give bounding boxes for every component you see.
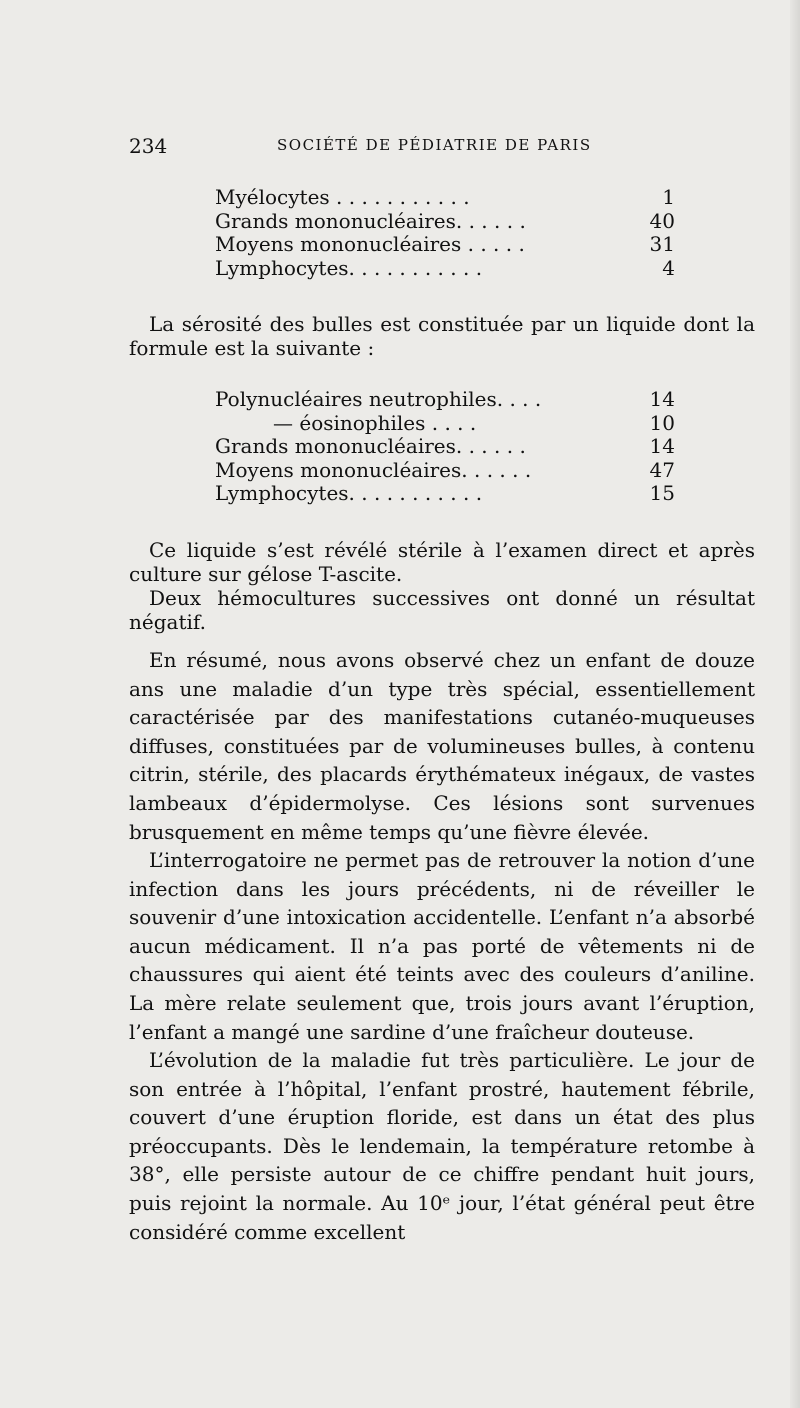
paragraph-sterile: Ce liquide s’est révélé stérile à l’examen direct et après culture sur gélose T-ascite. bbox=[129, 538, 755, 586]
table-row bbox=[215, 186, 675, 210]
table-row bbox=[215, 412, 675, 436]
row-label: Grands mononucléaires. . . . . . bbox=[215, 208, 526, 233]
paragraph-resume: En résumé, nous avons observé chez un enfant de douze ans une maladie d’un type très spécial, essentiellement caractérisée par des manifestations cutanéo-muqueuses diffuses, constituées par de volumineuses bulles, à contenu citrin, stérile, des placards érythémateux inégaux, de vastes lambeaux d’épidermolyse. Ces lésions sont survenues brusquement en même temps qu’une fièvre élevée. bbox=[129, 648, 755, 844]
table-row bbox=[215, 435, 675, 459]
table-row bbox=[215, 210, 675, 234]
row-label: Moyens mononucléaires . . . . . bbox=[215, 232, 525, 256]
paragraph-interrogatoire: L’interrogatoire ne permet pas de retrouver la notion d’une infection dans les jours précédents, ni de réveiller le souvenir d’une intoxication accidentelle. L’enfant n’a absorbé aucun médicament. Il n’a pas porté de vêtements ni de chaussures qui aient été teints avec des couleurs d’aniline. La mère relate seulement que, trois jours avant l’éruption, l’enfant a mangé une sardine d’une fraîcheur douteuse. bbox=[129, 848, 755, 1044]
page-edge bbox=[790, 0, 800, 1408]
row-label: Polynucléaires neutrophiles. . . . bbox=[215, 387, 542, 411]
table-row bbox=[215, 482, 675, 506]
paragraph-serosity: La sérosité des bulles est constituée par un liquide dont la formule est la suivante : bbox=[129, 312, 755, 360]
table-row bbox=[215, 257, 675, 281]
row-value: 4 bbox=[662, 255, 675, 280]
page-number: 234 bbox=[129, 134, 168, 158]
table-row bbox=[215, 388, 675, 412]
row-label: Moyens mononucléaires. . . . . . bbox=[215, 457, 532, 482]
row-value: 31 bbox=[649, 232, 675, 256]
row-value: 10 bbox=[649, 410, 675, 435]
blood-formula-table bbox=[215, 186, 675, 280]
running-title: SOCIÉTÉ DE PÉDIATRIE DE PARIS bbox=[277, 136, 592, 154]
serosity-formula-table bbox=[215, 388, 675, 506]
row-label: — éosinophiles . . . . bbox=[273, 410, 477, 435]
page-header bbox=[129, 134, 779, 164]
paragraph-evolution: L’évolution de la maladie fut très particulière. Le jour de son entrée à l’hôpital, l’enfant prostré, hautement fébrile, couvert d’une éruption floride, est dans un état des plus préoccupants. Dès le lendemain, la température retombe à 38°, elle persiste autour de ce chiffre pendant huit jours, puis rejoint la normale. Au 10ᵉ jour, l’état général peut être considéré comme excellent bbox=[129, 1048, 755, 1244]
row-value: 1 bbox=[662, 185, 675, 209]
row-label: Lymphocytes. . . . . . . . . . . bbox=[215, 255, 483, 280]
table-row bbox=[215, 233, 675, 257]
row-label: Lymphocytes. . . . . . . . . . . bbox=[215, 481, 483, 505]
table-row bbox=[215, 459, 675, 483]
row-value: 15 bbox=[649, 481, 675, 505]
row-value: 14 bbox=[649, 434, 675, 458]
row-value: 47 bbox=[649, 457, 675, 482]
paragraph-hemocultures: Deux hémocultures successives ont donné un résultat négatif. bbox=[129, 586, 755, 634]
row-value: 40 bbox=[649, 208, 675, 233]
row-label: Myélocytes . . . . . . . . . . . bbox=[215, 185, 470, 209]
row-label: Grands mononucléaires. . . . . . bbox=[215, 434, 526, 458]
row-value: 14 bbox=[649, 387, 675, 411]
